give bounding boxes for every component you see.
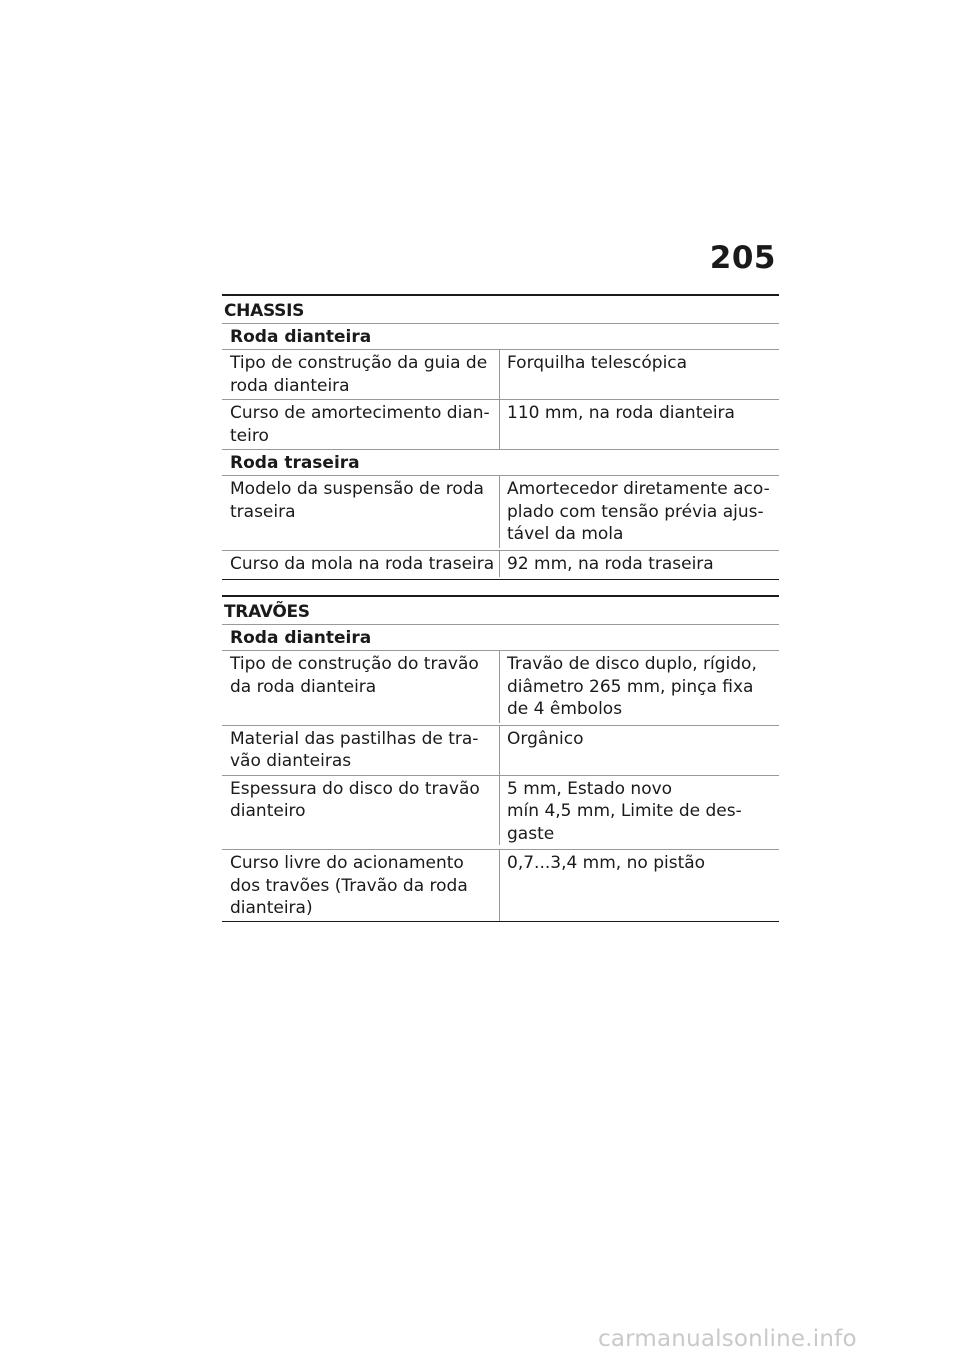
table-row (222, 650, 779, 725)
watermark: carmanualsonline.info (598, 1326, 857, 1352)
table-row (222, 725, 779, 775)
section-divider (222, 921, 779, 937)
table-row (222, 349, 779, 399)
table-row (222, 399, 779, 449)
subheading-front-wheel: Roda dianteira (222, 624, 779, 650)
section-title-brakes: TRAVÕES (222, 595, 779, 624)
row-label: Modelo da suspensão de roda traseira (222, 476, 500, 548)
spec-tables (222, 294, 779, 937)
row-label: Curso da mola na roda traseira (222, 551, 500, 577)
page-number: 205 (709, 240, 776, 276)
row-label: Tipo de construção da guia de roda dianteira (222, 350, 500, 399)
row-label: Curso livre do acionamento dos travões (Travão da roda dianteira) (222, 850, 500, 921)
subheading-front-wheel: Roda dianteira (222, 323, 779, 349)
row-value (500, 776, 779, 850)
row-label: Espessura do disco do travão dianteiro (222, 776, 500, 845)
row-value: Amortecedor diretamente aco-plado com tensão prévia ajus-tável da mola (507, 479, 770, 544)
row-label: Tipo de construção do travão da roda dianteira (222, 651, 500, 723)
row-value: 0,7...3,4 mm, no pistão (507, 853, 706, 873)
row-label: Curso de amortecimento dian-teiro (222, 400, 500, 449)
row-value: 92 mm, na roda traseira (507, 553, 714, 574)
value-line: 5 mm, Estado novo (507, 778, 673, 799)
subheading-rear-wheel: Roda traseira (222, 449, 779, 475)
table-row (222, 550, 779, 580)
row-value: Orgânico (507, 728, 584, 749)
table-row (222, 475, 779, 550)
row-value: Forquilha telescópica (507, 353, 688, 373)
section-title-chassis: CHASSIS (222, 294, 779, 323)
row-value: 110 mm, na roda dianteira (507, 403, 735, 423)
section-divider (222, 579, 779, 595)
row-value: Travão de disco duplo, rígido, diâmetro 265 mm, pinça fixa de 4 êmbolos (507, 654, 757, 719)
table-row (222, 775, 779, 850)
value-line: mín 4,5 mm, Limite de des-gaste (507, 801, 742, 844)
table-row (222, 849, 779, 921)
row-label: Material das pastilhas de tra-vão dianteiras (222, 726, 500, 775)
